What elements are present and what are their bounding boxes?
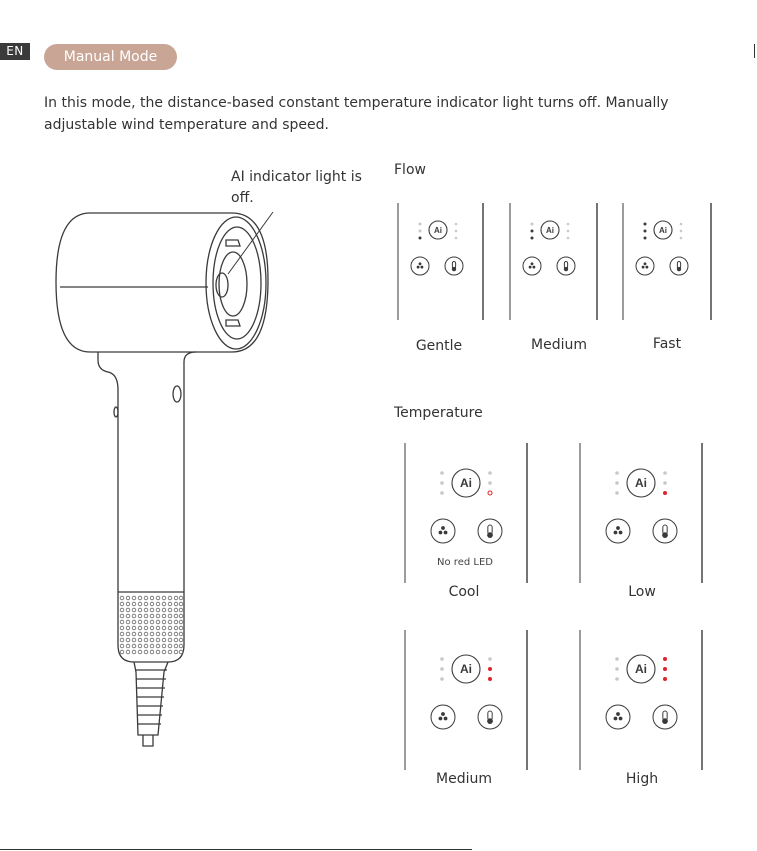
flow-led-left bbox=[440, 667, 444, 671]
fan-icon bbox=[616, 712, 620, 716]
fan-icon bbox=[531, 262, 534, 265]
flow-led-left bbox=[440, 481, 444, 485]
thermometer-button bbox=[478, 705, 502, 729]
fan-button bbox=[606, 519, 630, 543]
fan-icon bbox=[420, 266, 423, 269]
fan-icon bbox=[616, 526, 620, 530]
fan-icon bbox=[529, 266, 532, 269]
flow-led-left bbox=[615, 667, 619, 671]
thermometer-bulb bbox=[452, 267, 456, 271]
fan-icon bbox=[532, 266, 535, 269]
temp-led-right bbox=[663, 491, 667, 495]
ai-button-label: Ai bbox=[546, 225, 554, 235]
bottom-rule bbox=[0, 849, 472, 850]
temp-led-right bbox=[488, 677, 492, 681]
fan-icon bbox=[419, 262, 422, 265]
temp-label-high: High bbox=[625, 771, 659, 787]
flow-led-left bbox=[531, 237, 534, 240]
fan-icon bbox=[444, 531, 448, 535]
temp-led-right bbox=[455, 230, 458, 233]
fan-icon bbox=[439, 531, 443, 535]
no-red-led-note: No red LED bbox=[437, 557, 493, 568]
fan-icon bbox=[614, 531, 618, 535]
thermometer-button bbox=[653, 705, 677, 729]
flow-led-left bbox=[644, 223, 647, 226]
ai-button-label: Ai bbox=[460, 476, 472, 491]
mode-title-pill: Manual Mode bbox=[44, 44, 177, 70]
temp-led-right bbox=[567, 237, 570, 240]
flow-led-left bbox=[615, 657, 619, 661]
fan-icon bbox=[642, 266, 645, 269]
thermometer-button bbox=[653, 519, 677, 543]
fan-button bbox=[431, 519, 455, 543]
temp-led-right bbox=[488, 657, 492, 661]
ai-button-label: Ai bbox=[635, 476, 647, 491]
flow-led-left bbox=[644, 237, 647, 240]
temp-label-medium: Medium bbox=[436, 771, 492, 787]
flow-led-left bbox=[440, 677, 444, 681]
fan-icon bbox=[441, 712, 445, 716]
thermometer-bulb bbox=[677, 267, 681, 271]
ai-callout-text: AI indicator light is off. bbox=[231, 169, 362, 206]
fan-button bbox=[411, 257, 429, 275]
temp-led-right bbox=[680, 237, 683, 240]
temp-led-right bbox=[680, 230, 683, 233]
flow-led-left bbox=[531, 230, 534, 233]
flow-led-left bbox=[615, 481, 619, 485]
intro-text: In this mode, the distance-based constant temperature indicator light turns off. Manually adjustable wind temperature and speed. bbox=[44, 95, 669, 133]
flow-led-left bbox=[440, 471, 444, 475]
flow-led-left bbox=[615, 471, 619, 475]
fan-button bbox=[606, 705, 630, 729]
flow-led-left bbox=[419, 223, 422, 226]
flow-led-left bbox=[615, 677, 619, 681]
ai-button-label: Ai bbox=[635, 662, 647, 677]
flow-led-left bbox=[531, 223, 534, 226]
thermometer-bulb bbox=[487, 532, 493, 538]
temp-led-right bbox=[663, 481, 667, 485]
temp-led-right bbox=[663, 657, 667, 661]
flow-led-left bbox=[615, 491, 619, 495]
ai-button-label: Ai bbox=[460, 662, 472, 677]
temp-led-right bbox=[455, 223, 458, 226]
fan-icon bbox=[645, 266, 648, 269]
thermometer-button bbox=[557, 257, 575, 275]
thermometer-button bbox=[445, 257, 463, 275]
flow-title: Flow bbox=[394, 162, 426, 178]
flow-label-medium: Medium bbox=[531, 337, 587, 353]
thermometer-button bbox=[478, 519, 502, 543]
temp-led-right bbox=[567, 230, 570, 233]
language-badge: EN bbox=[0, 43, 30, 60]
fan-icon bbox=[439, 717, 443, 721]
flow-led-left bbox=[440, 657, 444, 661]
fan-icon bbox=[619, 717, 623, 721]
fan-button bbox=[523, 257, 541, 275]
temp-led-right bbox=[488, 481, 492, 485]
temp-led-right bbox=[488, 491, 492, 495]
temp-led-right bbox=[488, 471, 492, 475]
fan-button bbox=[431, 705, 455, 729]
temp-led-right bbox=[663, 471, 667, 475]
thermometer-bulb bbox=[487, 718, 493, 724]
flow-led-left bbox=[419, 237, 422, 240]
temp-label-low: Low bbox=[628, 584, 656, 600]
temp-led-right bbox=[663, 677, 667, 681]
fan-button bbox=[636, 257, 654, 275]
flow-led-left bbox=[419, 230, 422, 233]
fan-icon bbox=[619, 531, 623, 535]
temp-label-cool: Cool bbox=[448, 584, 480, 600]
thermometer-bulb bbox=[564, 267, 568, 271]
thermometer-button bbox=[670, 257, 688, 275]
thermometer-bulb bbox=[662, 718, 668, 724]
fan-icon bbox=[444, 717, 448, 721]
temperature-title: Temperature bbox=[394, 405, 483, 421]
temp-led-right bbox=[680, 223, 683, 226]
fan-icon bbox=[644, 262, 647, 265]
fan-icon bbox=[441, 526, 445, 530]
flow-label-gentle: Gentle bbox=[415, 338, 463, 354]
ai-button-label: Ai bbox=[434, 225, 442, 235]
fan-icon bbox=[417, 266, 420, 269]
thermometer-bulb bbox=[662, 532, 668, 538]
temp-led-right bbox=[455, 237, 458, 240]
flow-led-left bbox=[440, 491, 444, 495]
temp-led-right bbox=[663, 667, 667, 671]
flow-led-left bbox=[644, 230, 647, 233]
temp-led-right bbox=[488, 667, 492, 671]
ai-button-label: Ai bbox=[659, 225, 667, 235]
flow-label-fast: Fast bbox=[652, 336, 682, 352]
temp-led-right bbox=[567, 223, 570, 226]
fan-icon bbox=[614, 717, 618, 721]
